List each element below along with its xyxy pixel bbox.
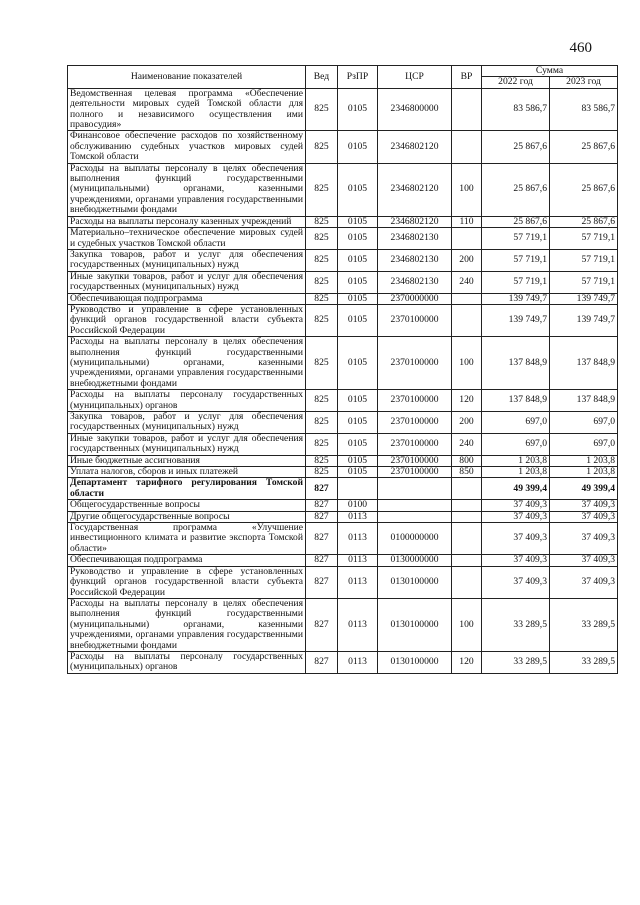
table-row — [68, 337, 618, 390]
cell-csr: 0130000000 — [378, 555, 452, 566]
cell-v2022: 37 409,3 — [482, 511, 550, 522]
cell-v2023: 139 749,7 — [550, 304, 618, 336]
cell-name: Материально–техническое обеспечение мировых судей и судебных участков Томской области — [68, 228, 306, 250]
cell-csr: 2346802130 — [378, 249, 452, 271]
cell-rzpr: 0100 — [338, 500, 378, 511]
cell-csr: 2370100000 — [378, 433, 452, 455]
cell-v2022: 33 289,5 — [482, 651, 550, 673]
cell-v2022: 137 848,9 — [482, 390, 550, 412]
cell-vr — [452, 500, 482, 511]
cell-v2022: 57 719,1 — [482, 271, 550, 293]
table-row — [68, 390, 618, 412]
cell-vr — [452, 566, 482, 598]
cell-v2023: 37 409,3 — [550, 566, 618, 598]
cell-rzpr: 0113 — [338, 566, 378, 598]
cell-vr — [452, 511, 482, 522]
cell-rzpr: 0113 — [338, 511, 378, 522]
cell-csr: 2346802130 — [378, 271, 452, 293]
table-row — [68, 478, 618, 500]
table-row — [68, 500, 618, 511]
header-2022: 2022 год — [482, 77, 550, 88]
table-row — [68, 271, 618, 293]
cell-ved: 827 — [306, 523, 338, 555]
cell-ved: 825 — [306, 467, 338, 478]
cell-csr: 2370100000 — [378, 412, 452, 434]
header-vr: ВР — [452, 66, 482, 89]
header-rzpr: РзПР — [338, 66, 378, 89]
cell-name: Общегосударственные вопросы — [68, 500, 306, 511]
cell-rzpr: 0105 — [338, 467, 378, 478]
cell-v2023: 57 719,1 — [550, 271, 618, 293]
cell-v2022: 25 867,6 — [482, 131, 550, 163]
cell-name: Закупка товаров, работ и услуг для обеспечения государственных (муниципальных) нужд — [68, 249, 306, 271]
cell-rzpr: 0113 — [338, 523, 378, 555]
table-row — [68, 249, 618, 271]
cell-csr — [378, 478, 452, 500]
cell-v2022: 83 586,7 — [482, 88, 550, 131]
cell-csr: 2370100000 — [378, 455, 452, 466]
cell-rzpr: 0105 — [338, 271, 378, 293]
cell-v2022: 37 409,3 — [482, 555, 550, 566]
table-row — [68, 598, 618, 651]
cell-csr: 2370100000 — [378, 390, 452, 412]
cell-v2022: 57 719,1 — [482, 249, 550, 271]
cell-name: Руководство и управление в сфере установленных функций органов государственной власти субъекта Российской Федерации — [68, 566, 306, 598]
cell-ved: 825 — [306, 412, 338, 434]
cell-v2023: 83 586,7 — [550, 88, 618, 131]
table-body — [68, 88, 618, 673]
cell-vr: 100 — [452, 337, 482, 390]
cell-ved: 827 — [306, 478, 338, 500]
cell-rzpr: 0105 — [338, 390, 378, 412]
cell-ved: 825 — [306, 455, 338, 466]
cell-rzpr: 0105 — [338, 163, 378, 216]
table-row — [68, 467, 618, 478]
page-number: 460 — [569, 40, 592, 56]
cell-v2022: 49 399,4 — [482, 478, 550, 500]
table-row — [68, 228, 618, 250]
cell-name: Другие общегосударственные вопросы — [68, 511, 306, 522]
cell-v2023: 25 867,6 — [550, 216, 618, 227]
cell-name: Расходы на выплаты персоналу государственных (муниципальных) органов — [68, 390, 306, 412]
cell-v2023: 57 719,1 — [550, 228, 618, 250]
cell-v2023: 49 399,4 — [550, 478, 618, 500]
cell-vr: 200 — [452, 249, 482, 271]
cell-v2022: 37 409,3 — [482, 500, 550, 511]
cell-v2023: 1 203,8 — [550, 467, 618, 478]
cell-name: Расходы на выплаты персоналу в целях обеспечения выполнения функций государственными (муниципальными) органами, казенными учреждениями, органами управления государственными внебюджетными фондами — [68, 598, 306, 651]
cell-vr: 240 — [452, 271, 482, 293]
cell-rzpr: 0105 — [338, 293, 378, 304]
cell-vr: 850 — [452, 467, 482, 478]
cell-rzpr: 0113 — [338, 555, 378, 566]
cell-v2023: 33 289,5 — [550, 651, 618, 673]
cell-name: Расходы на выплаты персоналу в целях обеспечения выполнения функций государственными (муниципальными) органами, казенными учреждениями, органами управления государственными внебюджетными фондами — [68, 337, 306, 390]
table-row — [68, 293, 618, 304]
table-row — [68, 651, 618, 673]
cell-v2022: 697,0 — [482, 412, 550, 434]
cell-rzpr: 0105 — [338, 228, 378, 250]
cell-v2023: 37 409,3 — [550, 555, 618, 566]
cell-csr: 2346802130 — [378, 228, 452, 250]
cell-v2023: 697,0 — [550, 412, 618, 434]
cell-name: Закупка товаров, работ и услуг для обеспечения государственных (муниципальных) нужд — [68, 412, 306, 434]
cell-vr — [452, 523, 482, 555]
table-row — [68, 555, 618, 566]
header-ved: Вед — [306, 66, 338, 89]
cell-v2023: 33 289,5 — [550, 598, 618, 651]
cell-v2023: 25 867,6 — [550, 163, 618, 216]
cell-rzpr: 0105 — [338, 88, 378, 131]
cell-v2023: 697,0 — [550, 433, 618, 455]
cell-ved: 827 — [306, 566, 338, 598]
cell-vr: 800 — [452, 455, 482, 466]
cell-vr: 110 — [452, 216, 482, 227]
table-row — [68, 523, 618, 555]
cell-csr: 0130100000 — [378, 566, 452, 598]
cell-v2022: 25 867,6 — [482, 216, 550, 227]
cell-rzpr: 0105 — [338, 433, 378, 455]
cell-v2022: 57 719,1 — [482, 228, 550, 250]
cell-csr: 2370100000 — [378, 304, 452, 336]
cell-vr: 120 — [452, 390, 482, 412]
cell-v2022: 1 203,8 — [482, 455, 550, 466]
cell-name: Руководство и управление в сфере установленных функций органов государственной власти субъекта Российской Федерации — [68, 304, 306, 336]
cell-rzpr: 0113 — [338, 651, 378, 673]
cell-csr: 2346802120 — [378, 131, 452, 163]
cell-ved: 825 — [306, 216, 338, 227]
header-sum: Сумма — [482, 66, 618, 77]
header-csr: ЦСР — [378, 66, 452, 89]
cell-v2023: 37 409,3 — [550, 511, 618, 522]
table-row — [68, 131, 618, 163]
cell-csr: 0100000000 — [378, 523, 452, 555]
cell-ved: 825 — [306, 228, 338, 250]
cell-rzpr: 0105 — [338, 412, 378, 434]
table-row — [68, 412, 618, 434]
header-name: Наименование показателей — [68, 66, 306, 89]
cell-csr — [378, 500, 452, 511]
cell-vr — [452, 293, 482, 304]
cell-name: Иные закупки товаров, работ и услуг для обеспечения государственных (муниципальных) нужд — [68, 271, 306, 293]
cell-csr: 2346802120 — [378, 216, 452, 227]
cell-rzpr: 0113 — [338, 598, 378, 651]
cell-csr: 2370100000 — [378, 337, 452, 390]
cell-ved: 827 — [306, 511, 338, 522]
cell-vr — [452, 304, 482, 336]
cell-rzpr: 0105 — [338, 131, 378, 163]
cell-ved: 825 — [306, 249, 338, 271]
cell-csr — [378, 511, 452, 522]
table-row — [68, 455, 618, 466]
cell-vr: 200 — [452, 412, 482, 434]
cell-name: Обеспечивающая подпрограмма — [68, 555, 306, 566]
cell-name: Иные бюджетные ассигнования — [68, 455, 306, 466]
cell-ved: 825 — [306, 390, 338, 412]
cell-ved: 825 — [306, 88, 338, 131]
cell-name: Ведомственная целевая программа «Обеспечение деятельности мировых судей Томской области для полного и независимого осуществления ими правосудия» — [68, 88, 306, 131]
cell-ved: 825 — [306, 433, 338, 455]
cell-ved: 825 — [306, 131, 338, 163]
cell-vr — [452, 555, 482, 566]
cell-v2023: 57 719,1 — [550, 249, 618, 271]
cell-rzpr: 0105 — [338, 337, 378, 390]
cell-name: Уплата налогов, сборов и иных платежей — [68, 467, 306, 478]
cell-v2023: 139 749,7 — [550, 293, 618, 304]
cell-csr: 0130100000 — [378, 651, 452, 673]
cell-v2022: 33 289,5 — [482, 598, 550, 651]
cell-name: Государственная программа «Улучшение инвестиционного климата и развитие экспорта Томской области» — [68, 523, 306, 555]
cell-ved: 825 — [306, 271, 338, 293]
cell-rzpr: 0105 — [338, 455, 378, 466]
cell-v2022: 37 409,3 — [482, 566, 550, 598]
cell-name: Финансовое обеспечение расходов по хозяйственному обслуживанию судебных участков мировых судей Томской области — [68, 131, 306, 163]
table-row — [68, 511, 618, 522]
cell-v2022: 137 848,9 — [482, 337, 550, 390]
cell-name: Расходы на выплаты персоналу государственных (муниципальных) органов — [68, 651, 306, 673]
cell-name: Департамент тарифного регулирования Томской области — [68, 478, 306, 500]
cell-csr: 2346802120 — [378, 163, 452, 216]
table-header — [68, 66, 618, 89]
cell-v2022: 139 749,7 — [482, 304, 550, 336]
cell-vr — [452, 228, 482, 250]
table-row — [68, 216, 618, 227]
cell-ved: 825 — [306, 293, 338, 304]
cell-vr — [452, 478, 482, 500]
cell-name: Иные закупки товаров, работ и услуг для обеспечения государственных (муниципальных) нужд — [68, 433, 306, 455]
cell-v2023: 25 867,6 — [550, 131, 618, 163]
table-row — [68, 304, 618, 336]
cell-ved: 825 — [306, 163, 338, 216]
cell-name: Расходы на выплаты персоналу казенных учреждений — [68, 216, 306, 227]
cell-v2022: 1 203,8 — [482, 467, 550, 478]
cell-v2022: 139 749,7 — [482, 293, 550, 304]
cell-vr — [452, 131, 482, 163]
cell-v2023: 137 848,9 — [550, 390, 618, 412]
cell-rzpr: 0105 — [338, 249, 378, 271]
cell-ved: 827 — [306, 555, 338, 566]
cell-vr: 100 — [452, 598, 482, 651]
cell-ved: 827 — [306, 651, 338, 673]
cell-vr: 240 — [452, 433, 482, 455]
cell-csr: 2370100000 — [378, 467, 452, 478]
cell-csr: 2370000000 — [378, 293, 452, 304]
table-row — [68, 566, 618, 598]
budget-table — [67, 65, 618, 674]
cell-ved: 827 — [306, 598, 338, 651]
cell-csr: 2346800000 — [378, 88, 452, 131]
cell-csr: 0130100000 — [378, 598, 452, 651]
cell-v2022: 37 409,3 — [482, 523, 550, 555]
cell-v2022: 697,0 — [482, 433, 550, 455]
cell-ved: 825 — [306, 304, 338, 336]
cell-ved: 827 — [306, 500, 338, 511]
cell-vr: 120 — [452, 651, 482, 673]
cell-vr — [452, 88, 482, 131]
cell-v2023: 137 848,9 — [550, 337, 618, 390]
cell-v2022: 25 867,6 — [482, 163, 550, 216]
table-row — [68, 88, 618, 131]
table-row — [68, 163, 618, 216]
cell-v2023: 37 409,3 — [550, 500, 618, 511]
cell-v2023: 1 203,8 — [550, 455, 618, 466]
cell-rzpr: 0105 — [338, 304, 378, 336]
cell-vr: 100 — [452, 163, 482, 216]
cell-ved: 825 — [306, 337, 338, 390]
cell-name: Расходы на выплаты персоналу в целях обеспечения выполнения функций государственными (муниципальными) органами, казенными учреждениями, органами управления государственными внебюджетными фондами — [68, 163, 306, 216]
cell-rzpr — [338, 478, 378, 500]
header-2023: 2023 год — [550, 77, 618, 88]
cell-v2023: 37 409,3 — [550, 523, 618, 555]
table-row — [68, 433, 618, 455]
cell-rzpr: 0105 — [338, 216, 378, 227]
cell-name: Обеспечивающая подпрограмма — [68, 293, 306, 304]
